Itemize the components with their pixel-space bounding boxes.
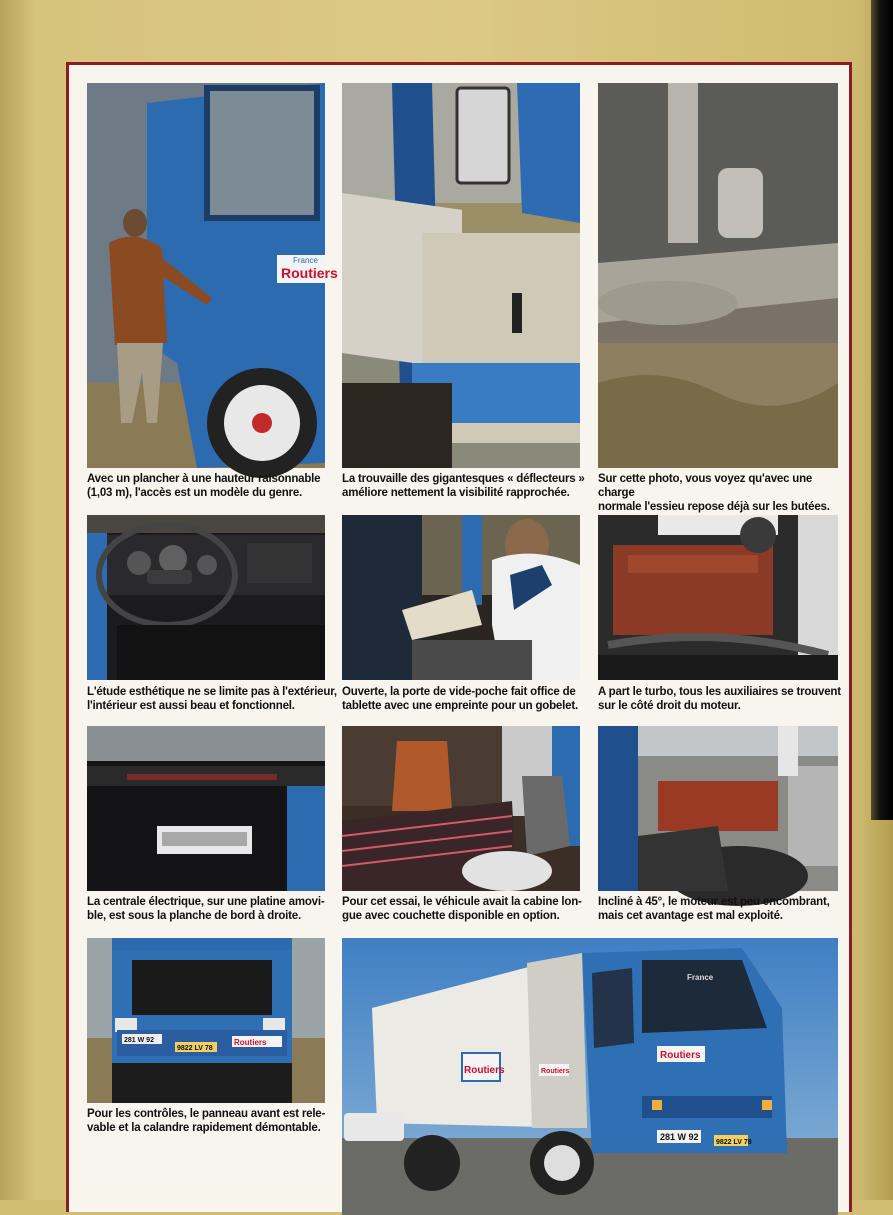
photo-engine-side xyxy=(598,515,838,680)
caption-deflectors: La trouvaille des gigantesques « déflecteurs » améliore nettement la visibilité rapprochée. xyxy=(342,473,585,499)
photo-front-panel-open xyxy=(87,938,325,1103)
front-routiers-text: Routiers xyxy=(234,1038,267,1047)
caption-fuse-panel: La centrale électrique, sur une platine amovi- ble, est sous la planche de bord à droite. xyxy=(87,896,325,922)
photo-sleeper-cab xyxy=(342,726,580,891)
caption-glovebox: Ouverte, la porte de vide-poche fait office de tablette avec une empreinte pour un gobelet. xyxy=(342,686,578,712)
photo-deflector-door xyxy=(342,83,580,468)
photo-fuse-panel xyxy=(87,726,325,891)
cab-routiers-text: Routiers xyxy=(660,1050,701,1061)
photo-driver-entering-cab xyxy=(87,83,338,468)
photo-tilted-cab-engine xyxy=(598,726,838,891)
france-logo-text: France xyxy=(293,256,318,265)
caption-tilted-engine: Incliné à 45°, le moteur est peu encombrant, mais cet avantage est mal exploité. xyxy=(598,896,830,922)
page-edge-strip xyxy=(871,0,893,820)
photo-truck-three-quarter xyxy=(342,938,838,1215)
caption-front-panel: Pour les contrôles, le panneau avant est rele- vable et la calandre rapidement démontable. xyxy=(87,1108,326,1134)
caption-axle: Sur cette photo, vous voyez qu'avec une charge normale l'essieu repose déjà sur les butées. xyxy=(598,473,830,513)
photo-dashboard xyxy=(87,515,325,680)
door-routiers-text: Routiers xyxy=(541,1068,570,1075)
front-plate2-text: 9822 LV 78 xyxy=(177,1045,213,1052)
photo-glovebox-tray xyxy=(342,515,580,680)
caption-interior: L'étude esthétique ne se limite pas à l'extérieur, l'intérieur est aussi beau et fonctionnel. xyxy=(87,686,337,712)
truck-plate2-text: 9822 LV 78 xyxy=(716,1139,752,1146)
windshield-france-text: France xyxy=(687,973,714,982)
caption-sleeper-cab: Pour cet essai, le véhicule avait la cabine lon- gue avec couchette disponible en option. xyxy=(342,896,582,922)
front-plate-text: 281 W 92 xyxy=(124,1037,154,1044)
photo-axle-bumpstops xyxy=(598,83,838,468)
photo-spread-frame xyxy=(66,62,852,1212)
caption-auxiliaries: A part le turbo, tous les auxiliaires se trouvent sur le côté droit du moteur. xyxy=(598,686,841,712)
truck-plate-text: 281 W 92 xyxy=(660,1132,699,1142)
box-routiers-text: Routiers xyxy=(464,1065,505,1076)
routiers-logo-text: Routiers xyxy=(281,265,338,281)
caption-access-height: Avec un plancher à une hauteur raisonnable (1,03 m), l'accès est un modèle du genre. xyxy=(87,473,321,499)
